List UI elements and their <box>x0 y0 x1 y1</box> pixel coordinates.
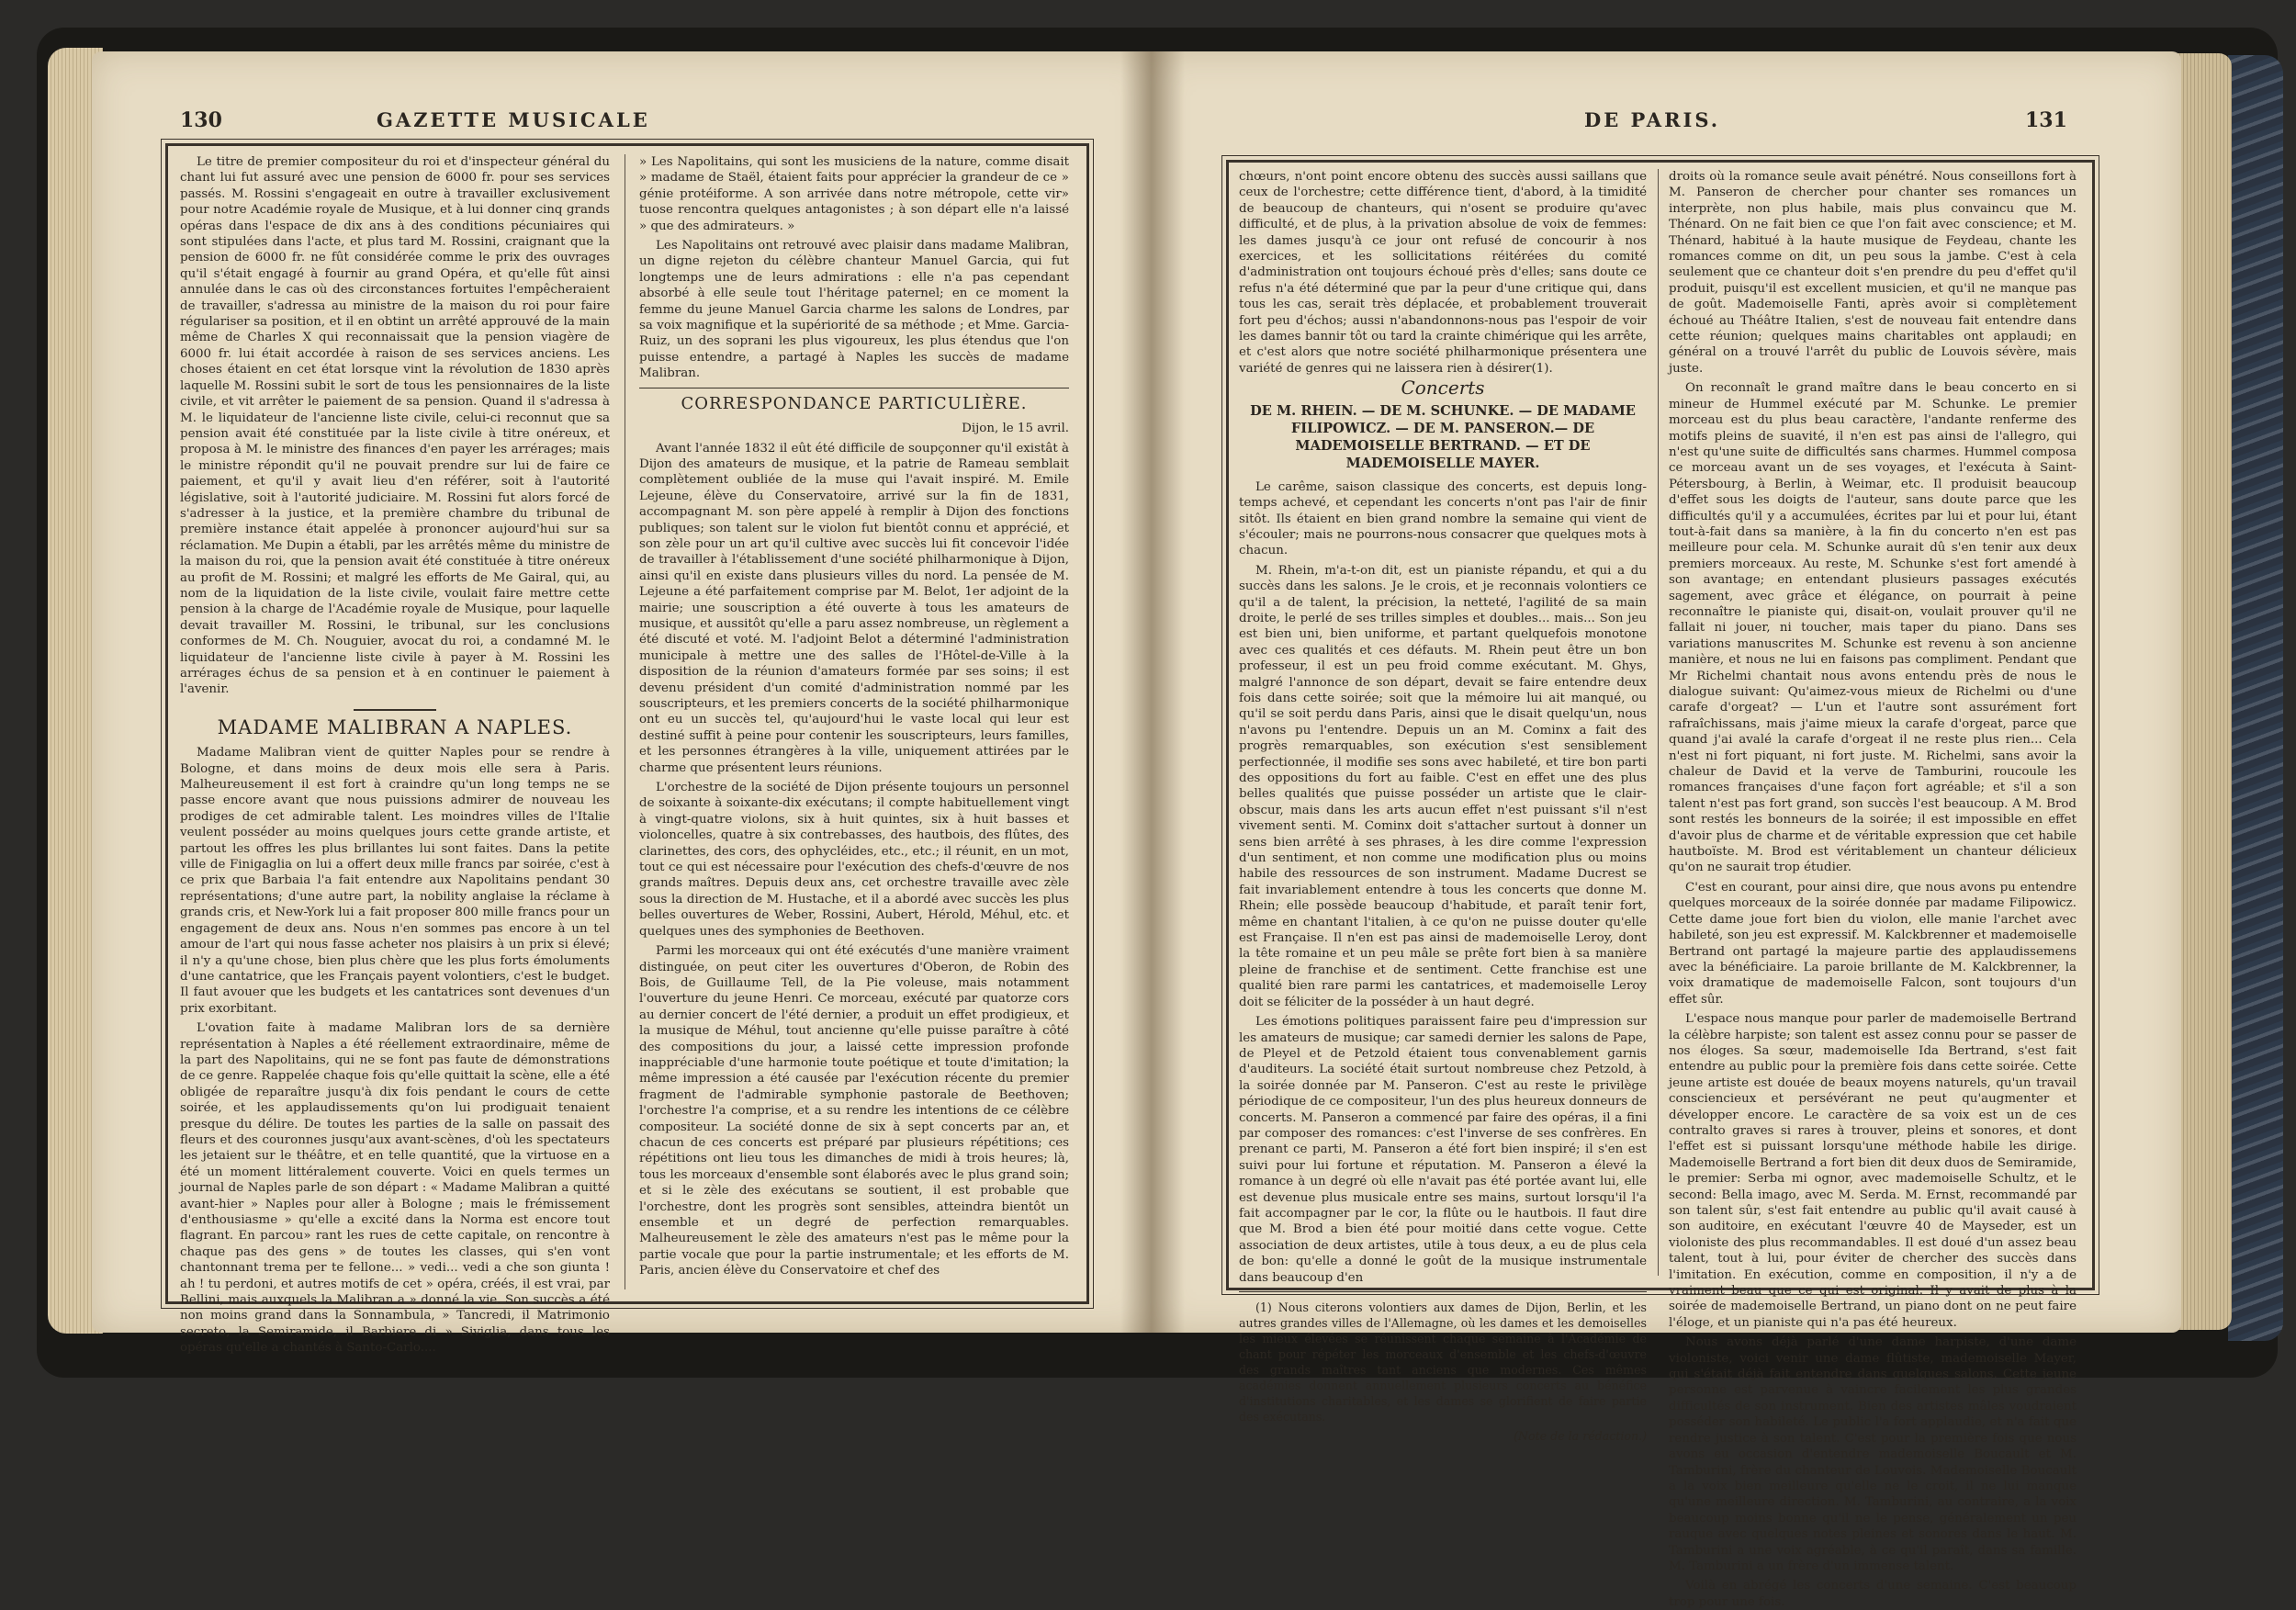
mayer-paragraph: Nous avons déjà parlé d'une dame harpiste, d'une dame violoniste, voici venir une dame flûtiste, mademoiselle Mayer, qui s'était déjà fait entendre dans quelques salons. Cette jeune personne est parvenue à vaincre facilement les plus grandes difficultés de son instrument. Bien des artistes mâles voudraient posséder son habileté. Le public l'a fort applaudie, et n'a fait que rendre justice à son talent. C'est pour la première fois que nous avons eu occasion d'entendre mademoiselle Boucault et M. Tamburini, frère du chanteur de Louvois. Mademoiselle Boucault a la voix bien meilleure qu'elle ne le croit, il ne lui manque qu'une meilleure direction. M. Tamburini, au contraire, a la voix beaucoup moins bonne qu'il ne le pense, généralement un peu rauque avec quelques notes pleines et sonores dans le haut. M. Tamburini a une voix agréable, à ce qu'il paraît, dans sa famille. M. Tamburini a un frère d'un immense talent. <box>1669 1335 2077 1573</box>
footnote-rule <box>1239 1291 1647 1292</box>
column-rule-right <box>1658 169 1659 1276</box>
dijon-paragraph-1: Avant l'année 1832 il eût été difficile de soupçonner qu'il existât à Dijon des amateurs de musique, et la patrie de Rameau semblait complètement oubliée de la muse qui l'avait inspiré. M. Emile Lejeune, élève du Conservatoire, arrivé sur la fin de 1831, accompagnant M. son père appelé à remplir à Dijon des fonctions publiques; son talent sur le violon fut bientôt connu et apprécié, et son zèle pour un art qu'il cultive avec succès lui fit concevoir l'idée de travailler à l'établissement d'une société philharmonique à Dijon, ainsi qu'il en existe dans plusieurs villes du nord. La pensée de M. Lejeune a été parfaitement comprise par M. Belot, 1er adjoint de la mairie; une souscription a été ouverte à tous les amateurs de musique, et aussitôt qu'elle a paru assez nombreuse, un règlement a été discuté et voté. M. l'adjoint Belot a déterminé l'administration municipale à mettre une des salles de l'Hôtel-de-Ville à la disposition de la réunion d'amateurs formée par ses soins; il est devenu président d'un comité d'administration nommé par les souscripteurs, et les premiers concerts de la société philharmonique ont eu un succès tel, qu'aujourd'hui le vaste local qui leur est destiné suffit à peine pour contenir les souscripteurs, leurs familles, et les personnes étrangères à la ville, uniquement attirées par le charme que présentent leurs réunions. <box>639 441 1069 775</box>
book-cover-edge <box>2228 55 2283 1341</box>
concerts-subheading: DE M. RHEIN. — DE M. SCHUNKE. — DE MADAME FILIPOWICZ. — DE M. PANSERON.— DE MADEMOISELLE BERTRAND. — ET DE MADEMOISELLE MAYER. <box>1250 402 1636 471</box>
right-column-1 <box>1239 169 1647 1443</box>
running-head-right: DE PARIS. <box>1584 108 1721 131</box>
left-column-2 <box>639 154 1069 1291</box>
concerts-paragraph-1: Le carême, saison classique des concerts, est depuis long-temps achevé, et cependant les concerts n'ont pas l'air de finir sitôt. Ils étaient en bien grand nombre la semaine qui vient de s'écouler; mais ne pourrons-nous consacrer que quelques mots à chacun. <box>1239 479 1647 558</box>
concerts-paragraph-3: Les émotions politiques paraissent faire peu d'impression sur les amateurs de musique; car samedi dernier les salons de Pape, de Pleyel et de Petzold étaient tous convenablement garnis d'auditeurs. La société était surtout nombreuse chez Petzold, à la soirée donnée par M. Panseron. C'est au reste le privilège périodique de ce compositeur, l'un des plus heureux donneurs de concerts. M. Panseron a commencé par faire des opéras, il a fini par composer des romances: c'est l'inverse de ses confrères. En prenant ce parti, M. Panseron a été fort bien inspiré; il s'en est suivi pour lui fortune et réputation. M. Panseron a élevé la romance à un degré où elle n'avait pas été portée avant lui, elle est devenue plus musicale entre ses mains, surtout lorsqu'il l'a fait accompagner par le cor, la flûte ou le hautbois. Il faut dire que M. Brod a bien été pour moitié dans cette vogue. Cette association de deux artistes, utile à tous deux, a eu de plus cela de bon: qu'elle a donné le goût de la musique instrumentale dans beaucoup d'en <box>1239 1015 1647 1285</box>
footnote-signature: (Note de la rédaction.) <box>1514 1429 1647 1443</box>
malibran-paragraph-1: Madame Malibran vient de quitter Naples pour se rendre à Bologne, et dans moins de deux mois elle sera à Paris. Malheureusement il est fort à craindre qu'un long temps ne se passe encore avant que nous puissions admirer de nouveau les prodiges de cet admirable talent. Les moindres villes de l'Italie veulent posséder au moins quelques jours cette grande artiste, et partout les offres les plus brillantes lui sont faites. Dans la petite ville de Finigaglia on lui a offert deux mille francs par soirée, c'est à ce prix que Barbaia l'a fait entendre aux Napolitains pendant 30 représentations; d'une autre part, la nobility anglaise la réclame à grands cris, et New-York lui a fait proposer 800 mille francs pour un engagement de deux ans. Nous n'en sommes pas encore à un tel amour de l'art qui nous fasse acheter nos plaisirs à un prix si élevé; il n'y a qu'une chose, bien plus chère que les plus forts émoluments d'une cantatrice, que les Français payent volontiers, c'est le budget. Il faut avouer que les budgets et les cantatrices sont devenues d'un prix exorbitant. <box>180 746 610 1016</box>
running-head-left: GAZETTE MUSICALE <box>377 108 650 131</box>
dateline: Dijon, le 15 avril. <box>962 422 1069 436</box>
concerts-heading: Concerts <box>1401 377 1485 400</box>
right-column-2 <box>1669 169 2077 1609</box>
page-number-right: 131 <box>2025 108 2067 132</box>
bertrand-paragraph: L'espace nous manque pour parler de mademoiselle Bertrand la célèbre harpiste; son talent est assez connu pour se passer de nos éloges. Sa sœur, mademoiselle Ida Bertrand, s'est fait entendre au public pour la première fois dans cette soirée. Cette jeune artiste est douée de beaux moyens naturels, qu'un travail consciencieux et persévérant ne peut qu'augmenter et développer encore. Le caractère de sa voix est un de ces contralto graves si rares à trouver, pleins et sonores, et dont l'effet est si puissant lorsqu'une méthode habile les dirige. Mademoiselle Bertrand a fort bien dit deux duos de Semiramide, le premier: Serba mi ognor, avec mademoiselle Schultz, et le second: Bella imago, avec M. Serda. M. Ernst, recommandé par son talent sûr, s'est fait entendre au public qu'il avait causé à son auditoire, en exécutant l'œuvre 40 de Mayseder, est un violoniste des plus recommandables. Il est doué d'un assez beau talent, tout à lui, pour éviter de chercher des succès dans l'imitation. En exécution, comme en composition, il n'y a de vraiment beau que ce qui est original. Il y avait de plus à la soirée de mademoiselle Bertrand, un piano dont on ne peut faire l'éloge, et un pianiste qui n'a pas été heureux. <box>1669 1012 2077 1330</box>
malibran-paragraph-2: L'ovation faite à madame Malibran lors de sa dernière représentation à Naples a été réellement extraordinaire, même de la part des Napolitains, qui ne se font pas faute de démonstrations de ce genre. Rappelée chaque fois qu'elle quittait la scène, elle a été obligée de reparaître jusqu'à dix fois pendant le cours de cette soirée, et les applaudissements qu'on lui prodiguait tenaient presque du délire. De toutes les parties de la salle on passait des fleurs et des couronnes jusqu'aux avant-scènes, d'où les spectateurs les jetaient sur le théâtre, et en telle quantité, que la virtuose en a été un moment littéralement couverte. Voici en quels termes un journal de Naples parle de son départ : « Madame Malibran a quitté avant-hier » Naples pour aller à Bologne ; mais le frémissement d'enthousiasme » qu'elle a excité dans la Norma est encore tout flagrant. En parcou» rant les rues de cette capitale, on rencontre à chaque pas des gens » de toutes les classes, qui s'en vont chantonnant trema per te fellone... » vedi... vedi a che son giunta ! ah ! tu perdoni, et autres motifs de cet » opéra, créés, il est vrai, par Bellini, mais auxquels la Malibran a » donné la vie. Son succès a été non moins grand dans la Sonnambula, » Tancredi, il Matrimonio secreto, la Semiramide, il Barbiere di » Siviglia, dans tous les opéras qu'elle a chantés à Santo-Carlo.... <box>180 1021 610 1356</box>
section-rule <box>354 709 436 711</box>
left-column-1 <box>180 154 610 1356</box>
dijon-paragraph-2: L'orchestre de la société de Dijon présente toujours un personnel de soixante à soixante-dix exécutans; il compte habituellement vingt à vingt-quatre violons, six à huit quintes, six à huit basses et violoncelles, quatre à six contrebasses, des hautbois, des flûtes, des clarinettes, des cors, des ophycléides, etc., etc.; il réunit, en un mot, tout ce qui est nécessaire pour l'exécution des chefs-d'œuvre de nos grands maîtres. Depuis deux ans, cet orchestre travaille avec zèle sous la direction de M. Hustache, et il a abordé avec succès les plus belles ouvertures de Weber, Rossini, Aubert, Hérold, Méhul, etc. et quelques unes des symphonies de Beethoven. <box>639 781 1069 939</box>
left-page <box>92 51 1153 1356</box>
rossini-paragraph: Le titre de premier compositeur du roi et d'inspecteur général du chant lui fut assuré avec une pension de 6000 fr. pour ses services passés. M. Rossini s'engageait en outre à travailler exclusivement pour notre Académie royale de Musique, et à lui donner cinq grands opéras dans l'espace de dix ans à des conditions pécuniaires qui sont stipulées dans l'acte, et plus tard M. Rossini, craignant que la pension de 6000 fr. ne fût considérée comme le prix des ouvrages qu'il s'était engagé à fournir au grand Opéra, et qu'elle fût ainsi annulée dans le cas où des circonstances fortuites l'empêcheraient de travailler, s'adressa au ministre de la maison du roi pour faire régulariser sa position, et il en obtint un arrêté approuvé de la main même de Charles X qui reconnaissait que la pension viagère de 6000 fr. lui était accordée à raison de ses services anciens. Les choses étaient en cet état lorsque vint la révolution de 1830 après laquelle M. Rossini subit le sort de tous les pensionnaires de la liste civile, et vit arrêter le paiement de sa pension. Quand il s'adressa à M. le liquidateur de l'ancienne liste civile, celui-ci reconnut que sa pension avait été constituée par la liste civile à titre onéreux, et proposa à M. le ministre des finances d'en payer les arrérages; mais le ministre répondit qu'il ne pouvait prendre sur lui de faire ce paiement, et qu'il y avait lieu d'en référer, soit à l'autorité législative, soit à l'autorité judiciaire. M. Rossini fut alors forcé de s'adresser à la justice, et la première chambre du tribunal de première instance était appelée à prononcer aujourd'hui sur sa réclamation. Me Dupin a établi, par les arrêtés même du ministre de la maison du roi, que la pension avait été constituée à titre onéreux au profit de M. Rossini; et malgré les efforts de Me Gairal, qui, au nom de la liquidation de la liste civile, voulait faire mettre cette pension à la charge de l'Académie royale de Musique, pour laquelle devait travailler M. Rossini, le tribunal, sur les conclusions conformes de M. Ch. Nouguier, avocat du roi, a condamné M. le liquidateur de l'ancienne liste civile à payer à M. Rossini les arrérages échus de sa pension et à en continuer le paiement à l'avenir. <box>180 155 610 697</box>
correspondance-heading: CORRESPONDANCE PARTICULIÈRE. <box>681 393 1028 413</box>
page-number-left: 130 <box>180 108 222 132</box>
naples-quote-paragraph: » Les Napolitains, qui sont les musiciens de la nature, comme disait » madame de Staël, étaient faits pour apprécier la grandeur de ce » génie protéiforme. A son arrivée dans notre métropole, cette vir» tuose rencontra quelques antagonistes ; à son départ elle n'a laissé » que des admirateurs. » <box>639 155 1069 233</box>
right-page <box>1153 51 2181 1609</box>
filipowicz-paragraph: C'est en courant, pour ainsi dire, que nous avons pu entendre quelques morceaux de la soirée donnée par madame Filipowicz. Cette dame joue fort bien du violon, elle manie l'archet avec habileté, son jeu est expressif. M. Kalckbrenner et mademoiselle Bertrand ont partagé la majeure partie des applaudissemens avec la bénéficiaire. La paroie brillante de M. Kalckbrenner, la voix dramatique de mademoiselle Falcon, sont toujours d'un effet sûr. <box>1669 880 2077 1007</box>
schunke-paragraph: On reconnaît le grand maître dans le beau concerto en si mineur de Hummel exécuté par M. Schunke. Le premier morceau est du plus beau caractère, l'andante renferme des motifs pleins de suavité, il n'en est pas ainsi de l'allegro, qui n'est qu'une suite de difficultés sans charmes. Hummel composa ce morceau avant un de ses voyages, et l'exécuta à Saint-Pétersbourg, à Berlin, à Weimar, etc. Il produisit beaucoup d'effet sous les doigts de l'auteur, sans doute parce que les difficultés qu'il y a accumulées, écrites par lui et pour lui, étant tout-à-fait dans sa manière, à la fin du concerto n'en est pas meilleure pour cela. M. Schunke aurait dû s'en tenir aux deux premiers morceaux. Au reste, M. Schunke s'est fort amendé à son avantage; en entendant plusieurs passages exécutés sagement, avec grâce et élégance, on pourrait à peine reconnaître le pianiste qui, disait-on, voulait prouver qu'il ne fallait ni jouer, ni toucher, mais taper du piano. Dans ses variations manuscrites M. Schunke est revenu à son ancienne manière, et nous ne lui en faisons pas compliment. Pendant que Mr Richelmi chantait nous avons entendu près de nous le dialogue suivant: Qu'aimez-vous mieux de Richelmi ou d'une carafe d'orgeat? — L'un et l'autre sont assurément fort rafraîchissans, mais j'aime mieux la carafe d'orgeat, parce que quand j'ai avalé la carafe d'orgeat il ne reste plus rien... Cela n'est ni fort piquant, ni fort juste. M. Richelmi, sans avoir la chaleur de David et la verve de Tamburini, roucoule les romances françaises d'une façon fort agréable; et s'il a son talent n'est pas fort grand, son succès l'est beaucoup. A M. Brod sont restés les bonneurs de la soirée; il est impossible en effet d'avoir plus de charme et de véritable expression que cet habile hautboïste. M. Brod est véritablement un chanteur délicieux qu'on ne saurait trop étudier. <box>1669 381 2077 875</box>
dijon-paragraph-3: Parmi les morceaux qui ont été exécutés d'une manière vraiment distinguée, on peut citer les ouvertures d'Oberon, de Robin des Bois, de Guillaume Tell, de la Pie voleuse, mais notamment l'ouverture du jeune Henri. Ce morceau, exécuté par quatorze cors au dernier concert de l'été dernier, a produit un effet prodigieux, et la musique de Méhul, tout ancienne qu'elle puisse paraître à côté des compositions du jour, a laissé cette impression profonde inappréciable d'une harmonie toute poétique et toute d'imitation; la même impression a été causée par l'exécution récente du premier fragment de l'admirable symphonie pastorale de Beethoven; l'orchestre l'a comprise, et a su rendre les intentions de ce célèbre compositeur. La société donne de six à sept concerts par an, et chacun de ces concerts est préparé par plusieurs répétitions; ces répétitions ont lieu tous les dimanches de midi à trois heures; là, tous les morceaux d'ensemble sont élaborés avec le plus grand soin; et si le zèle des exécutans se soutient, il est probable que l'orchestre, dont les progrès sont sensibles, atteindra bientôt un ensemble et un degré de perfection remarquables. Malheureusement le zèle des amateurs n'est pas le même pour la partie vocale que pour la partie instrumentale; et les efforts de M. Paris, ancien élève du Conservatoire et chef des <box>639 944 1069 1278</box>
malibran-heading: MADAME MALIBRAN A NAPLES. <box>217 715 573 738</box>
panseron-paragraph: droits où la romance seule avait pénétré. Nous conseillons fort à M. Panseron de chercher pour chanter ses romances un interprète, non plus habile, mais plus convaincu que M. Thénard. On ne fait bien ce que l'on fait avec conscience; et M. Thénard, habitué à la haute musique de Feydeau, chante les romances comme on dit, un peu sous la jambe. C'est à cela seulement que ce chanteur doit s'en prendre du peu d'effet qu'il produit, puisqu'il est excellent musicien, et qu'il ne manque pas de goût. Mademoiselle Fanti, après avoir si complètement échoué au Théâtre Italien, s'est de nouveau fait entendre dans cette réunion; quelques mains charitables ont applaudi; en général on a trouvé l'arrêt du public de Louvois sévère, mais juste. <box>1669 170 2077 376</box>
garcia-paragraph: Les Napolitains ont retrouvé avec plaisir dans madame Malibran, un digne rejeton du célèbre chanteur Manuel Garcia, qui fut longtemps une de leurs admirations : elle n'a pas cependant absorbé à elle seule tout l'héritage paternel; en ce moment la femme du jeune Manuel Garcia charme les salons de Londres, par sa voix magnifique et la supériorité de sa méthode ; et Mme. Garcia-Ruiz, un des soprani les plus vigoureux, les plus étendus que l'on puisse entendre, a partagé à Naples les succès de madame Malibran. <box>639 239 1069 381</box>
footnote: (1) Nous citerons volontiers aux dames de Dijon, Berlin, et les autres grandes villes de l'Allemagne, où les dames et les demoiselles les mieux élevées se réunissent chaque semaine à l'Académie de chant pour répéter les morceaux d'ensemble et les chefs-d'œuvre des grands maîtres tant anciens que modernes. Ces mêmes académies donnent annuellement plusieurs concerts au bénéfice d'institutions charitables, et les dames se glorifient de faire partie des exécutans. <box>1239 1300 1647 1424</box>
concerts-paragraph-2: M. Rhein, m'a-t-on dit, est un pianiste répandu, et qui a du succès dans les salons. Je le crois, et je reconnais volontiers ce qu'il a de talent, la précision, la netteté, l'agilité de sa main droite, le perlé de ses trilles simples et doubles... mais... Son jeu est bien uni, bien uniforme, et partant quelquefois monotone avec ces qualités et ces défauts. M. Rhein peut être un bon professeur, il est un peu froid comme exécutant. M. Ghys, malgré l'annonce de son départ, devait se faire entendre deux fois dans cette soirée; soit que la mémoire lui ait manqué, ou qu'il se soit perdu dans Paris, ainsi que le disait quelqu'un, nous n'avons pu l'entendre. Depuis un an M. Cominx a fait des progrès remarquables, son exécution s'est sensiblement perfectionnée, il modifie ses sons avec habileté, et tire bon parti des oppositions du fort au faible. C'est en effet une des plus belles qualités que puisse posséder un artiste que le clair-obscur, mais dans les arts aucun effet n'est puissant s'il n'est vivement senti. M. Cominx doit s'attacher surtout à donner un sens bien arrêté à ses phrases, à les dire comme l'expression d'un sentiment, et non comme une modification plus ou moins habile des ressources de son instrument. Madame Ducrest se fait invariablement entendre à tous les concerts que donne M. Rhein; elle possède beaucoup d'habitude, et paraît tenir fort, même en chantant l'italien, à ce qu'on ne puisse douter qu'elle est Française. Il n'en est pas ainsi de mademoiselle Leroy, dont la tête romaine et un peu mâle se prête fort bien à sa manière pleine de franchise et de sentiment. Cette franchise est une qualité bien rare parmi les cantatrices, et mademoiselle Leroy doit se féliciter de la posséder à un haut degré. <box>1239 563 1647 1009</box>
closing-paragraph: Voilà en abrégé les concerts d'une semaine. C'est beaucoup trop pour une fois. <box>1669 1579 2077 1609</box>
choeurs-paragraph: chœurs, n'ont point encore obtenu des succès aussi saillans que ceux de l'orchestre; cette différence tient, d'abord, à la timidité de beaucoup de chanteurs, qui n'osent se produire qu'avec difficulté, et de plus, à la privation absolue de voix de femmes: les dames jusqu'à ce jour ont refusé de concourir à nos exercices, et les sollicitations réitérées du comité d'administration ont toujours échoué près d'elles; sans doute ce refus n'a été déterminé que par la peur d'une critique qui, dans tous les cas, serait très déplacée, et probablement trouverait fort peu d'échos; aussi n'abandonnons-nous pas l'espoir de voir les dames bannir tôt ou tard la crainte chimérique qui les arrête, et c'est alors que notre société philharmonique présentera une variété de genres qui ne laissera rien à désirer(1). <box>1239 170 1647 376</box>
